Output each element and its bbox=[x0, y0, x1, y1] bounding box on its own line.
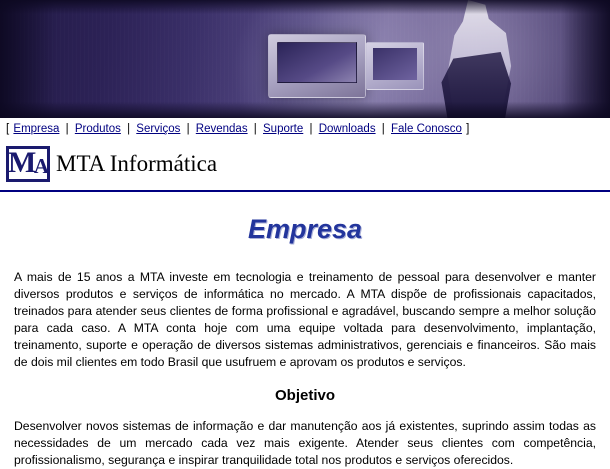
header-banner bbox=[0, 0, 610, 118]
main-navigation bbox=[0, 118, 610, 140]
nav-separator: | bbox=[65, 123, 69, 135]
nav-item-produtos[interactable]: Produtos bbox=[74, 123, 121, 135]
nav-separator: | bbox=[127, 123, 131, 135]
nav-open-bracket: [ bbox=[6, 123, 10, 135]
mta-logo-icon bbox=[6, 146, 50, 182]
nav-separator: | bbox=[186, 123, 190, 135]
banner-vignette bbox=[0, 0, 610, 118]
nav-item-downloads[interactable]: Downloads bbox=[318, 123, 376, 135]
nav-separator: | bbox=[309, 123, 313, 135]
nav-separator: | bbox=[253, 123, 257, 135]
nav-item-fale-conosco[interactable]: Fale Conosco bbox=[391, 123, 462, 135]
logo-letter-a: A bbox=[33, 154, 49, 178]
nav-separator: | bbox=[381, 123, 385, 135]
logo-text: MTA Informática bbox=[56, 151, 218, 176]
paragraph-objective: Desenvolver novos sistemas de informação e dar manutenção aos já existentes, suprindo assim todas as necessidades de um mercado cada vez mais exigente. Atender seus clientes com competência, profissionalismo, segurança e inspirar tranquilidade total nos produtos e serviços oferecidos. bbox=[14, 419, 596, 467]
nav-close-bracket: ] bbox=[466, 123, 470, 135]
nav-item-suporte[interactable]: Suporte bbox=[263, 123, 304, 135]
nav-item-empresa[interactable]: Empresa bbox=[13, 123, 60, 135]
logo-letter-m: M bbox=[8, 146, 35, 179]
page-title: Empresa bbox=[247, 214, 363, 244]
site-header bbox=[0, 140, 610, 192]
subsection-title-objetivo: Objetivo bbox=[274, 387, 335, 404]
nav-item-servicos[interactable]: Serviços bbox=[136, 123, 181, 135]
logo[interactable] bbox=[6, 146, 610, 182]
paragraph-company-description: A mais de 15 anos a MTA investe em tecnologia e treinamento de pessoal para desenvolver e manter diversos produtos e serviços de informática no mercado. A MTA dispõe de profissionais capacitados, treinados para atender seus clientes de forma profissional e agradável, buscando sempre a melhor solução para cada caso. A MTA conta hoje com uma equipe voltada para desenvolvimento, implantação, treinamento, suporte e operação de diversos sistemas administrativos, gerenciais e financeiros. São mais de dois mil clientes em todo Brasil que usufruem e aprovam os produtos e serviços. bbox=[14, 270, 596, 369]
nav-item-revendas[interactable]: Revendas bbox=[195, 123, 248, 135]
